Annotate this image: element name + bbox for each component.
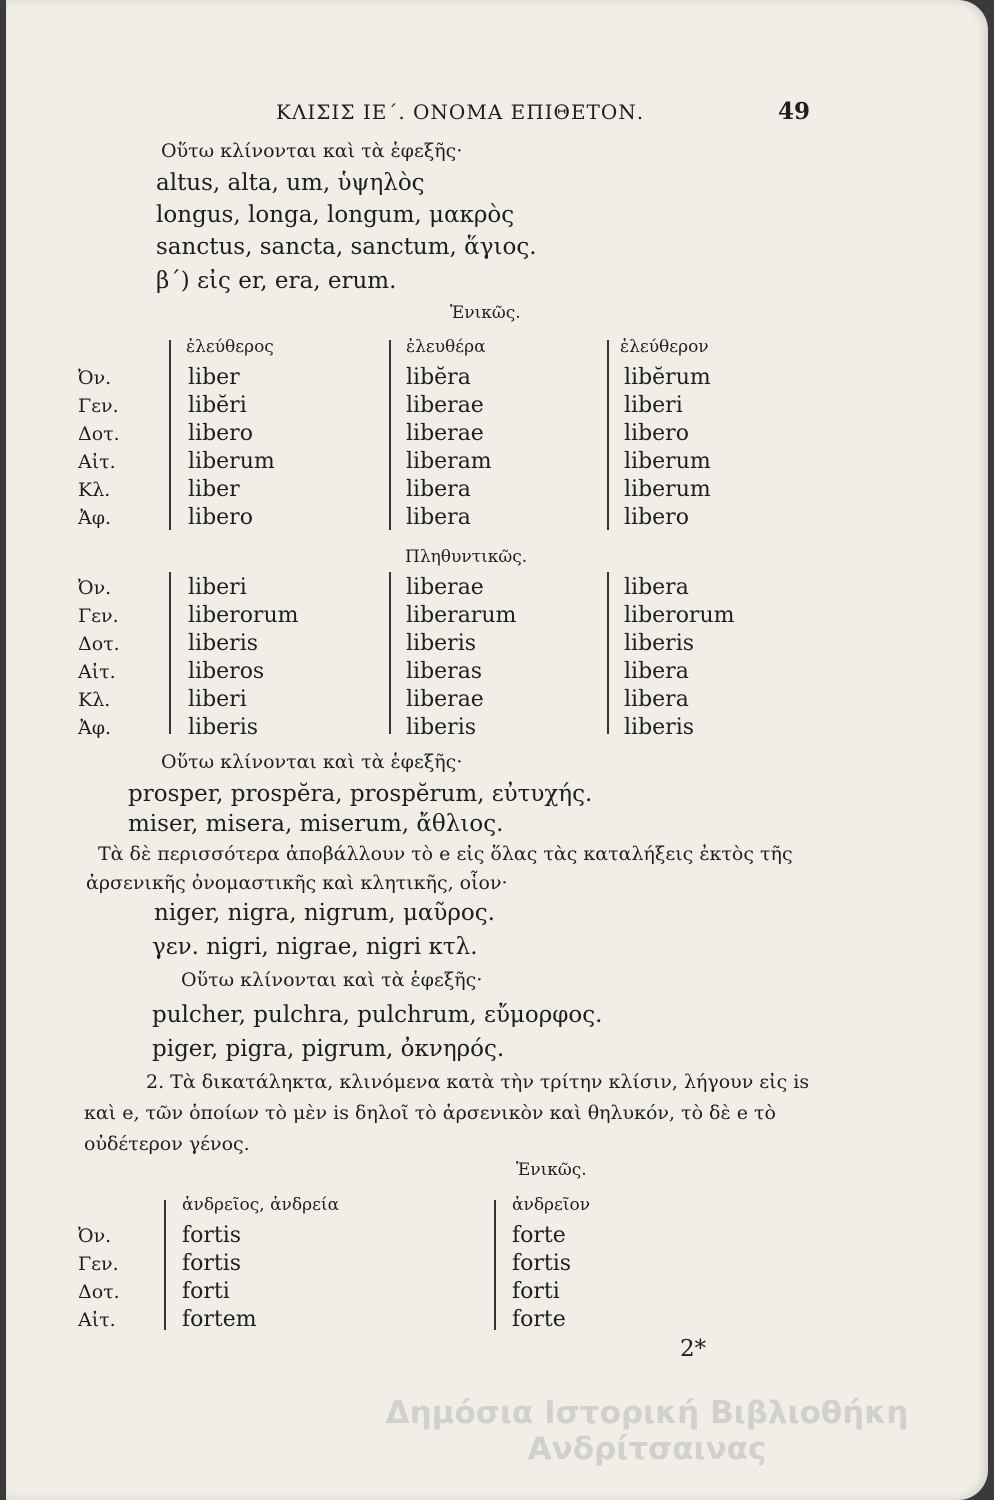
case-label: Γεν.: [78, 395, 119, 417]
case-label: Δοτ.: [78, 1281, 120, 1303]
case-label: Ὀν.: [78, 577, 112, 599]
sing-neut-cell: libero: [624, 505, 689, 530]
plur-masc-cell: liberos: [188, 659, 265, 684]
plural-label: Πληθυντικῶς.: [405, 547, 528, 567]
plural-divider-1: [169, 572, 171, 734]
plur-neut-cell: liberorum: [624, 603, 735, 628]
sing-neut-cell: liberum: [624, 449, 711, 474]
sing-neut-cell: liberum: [624, 477, 711, 502]
plural-divider-2: [389, 572, 391, 734]
para1-line-4: γεν. nigri, nigrae, nigri κτλ.: [152, 934, 478, 960]
table2-head-mf: ἀνδρεῖος, ἀνδρεία: [182, 1195, 340, 1215]
intro-line-5: β΄) εἰς er, era, erum.: [156, 268, 397, 294]
after1-line-2: prosper, prospĕra, prospĕrum, εὐτυχής.: [128, 781, 593, 807]
table2-head-n: ἀνδρεῖον: [512, 1195, 591, 1215]
n-cell: forti: [512, 1279, 560, 1304]
mf-cell: forti: [182, 1279, 230, 1304]
page-number: 49: [778, 98, 811, 125]
para2-line-1: 2. Τὰ δικατάληκτα, κλινόμενα κατὰ τὴν τρίτην κλίσιν, λήγουν εἰς is: [146, 1071, 810, 1093]
plur-neut-cell: liberis: [624, 631, 695, 656]
sing-masc-cell: liber: [188, 477, 240, 502]
singular-label: Ἑνικῶς.: [450, 303, 521, 323]
table1-divider-2: [389, 340, 391, 530]
table1-divider-1: [169, 340, 171, 530]
table1-head-masc: ἐλεύθερος: [186, 337, 274, 357]
case-label: Ὀν.: [78, 367, 112, 389]
plur-fem-cell: liberas: [406, 659, 483, 684]
sing-fem-cell: libera: [406, 477, 471, 502]
sing-masc-cell: libĕri: [188, 393, 247, 418]
library-watermark: Δημόσια Ιστορική Βιβλιοθήκη Ανδρίτσαινας: [385, 1395, 909, 1467]
table1-head-neut: ἐλεύθερον: [620, 337, 709, 357]
intro-line-1: Οὕτω κλίνονται καὶ τὰ ἑφεξῆς·: [161, 140, 463, 162]
plur-neut-cell: libera: [624, 575, 689, 600]
plur-fem-cell: liberis: [406, 631, 477, 656]
plur-masc-cell: liberorum: [188, 603, 299, 628]
case-label: Δοτ.: [78, 633, 120, 655]
case-label: Αἰτ.: [78, 1309, 116, 1331]
singular-label-2: Ἑνικῶς.: [516, 1160, 587, 1180]
plur-neut-cell: libera: [624, 687, 689, 712]
para1-line-1: Τὰ δὲ περισσότερα ἀποβάλλουν τὸ e εἰς ὅλας τὰς καταλήξεις ἐκτὸς τῆς: [98, 843, 793, 865]
sing-fem-cell: libera: [406, 505, 471, 530]
case-label: Ἀφ.: [78, 717, 112, 739]
sing-masc-cell: liberum: [188, 449, 275, 474]
para1-line-7: piger, pigra, pigrum, ὀκνηρός.: [152, 1036, 505, 1062]
case-label: Γεν.: [78, 1253, 119, 1275]
sing-masc-cell: liber: [188, 365, 240, 390]
book-page: [6, 0, 988, 1500]
n-cell: forte: [512, 1223, 566, 1248]
sing-masc-cell: libero: [188, 421, 253, 446]
plur-masc-cell: liberi: [188, 575, 247, 600]
case-label: Κλ.: [78, 689, 111, 711]
sing-masc-cell: libero: [188, 505, 253, 530]
mf-cell: fortis: [182, 1223, 242, 1248]
plural-divider-3: [607, 572, 609, 734]
n-cell: fortis: [512, 1251, 572, 1276]
case-label: Ὀν.: [78, 1225, 112, 1247]
intro-line-2: altus, alta, um, ὑψηλὸς: [156, 170, 425, 196]
para1-line-2: ἀρσενικῆς ὀνομαστικῆς καὶ κλητικῆς, οἷον·: [86, 872, 508, 894]
plur-fem-cell: liberae: [406, 687, 484, 712]
table2-divider-1: [164, 1200, 166, 1330]
para2-line-2: καὶ e, τῶν ὁποίων τὸ μὲν is δηλοῖ τὸ ἀρσενικὸν καὶ θηλυκόν, τὸ δὲ e τὸ: [84, 1102, 776, 1124]
plur-fem-cell: liberarum: [406, 603, 517, 628]
para2-line-3: οὐδέτερον γένος.: [84, 1133, 250, 1155]
intro-line-3: longus, longa, longum, μακρὸς: [156, 202, 515, 228]
case-label: Αἰτ.: [78, 451, 116, 473]
para1-line-5: Οὕτω κλίνονται καὶ τὰ ἑφεξῆς·: [181, 969, 483, 991]
table1-head-fem: ἐλευθέρα: [406, 337, 486, 357]
sing-neut-cell: liberi: [624, 393, 683, 418]
after1-line-3: miser, misera, miserum, ἄθλιος.: [128, 811, 504, 837]
sing-neut-cell: libero: [624, 421, 689, 446]
case-label: Δοτ.: [78, 423, 120, 445]
plur-masc-cell: liberi: [188, 687, 247, 712]
sing-fem-cell: liberam: [406, 449, 492, 474]
plur-fem-cell: liberae: [406, 575, 484, 600]
plur-neut-cell: liberis: [624, 715, 695, 740]
plur-masc-cell: liberis: [188, 631, 259, 656]
case-label: Γεν.: [78, 605, 119, 627]
case-label: Κλ.: [78, 479, 111, 501]
case-label: Ἀφ.: [78, 507, 112, 529]
after1-line-1: Οὕτω κλίνονται καὶ τὰ ἑφεξῆς·: [161, 751, 463, 773]
para1-line-6: pulcher, pulchra, pulchrum, εὔμορφος.: [152, 1002, 603, 1028]
plur-fem-cell: liberis: [406, 715, 477, 740]
plur-neut-cell: libera: [624, 659, 689, 684]
plur-masc-cell: liberis: [188, 715, 259, 740]
sing-fem-cell: liberae: [406, 393, 484, 418]
running-header: ΚΛΙΣΙΣ ΙΕ΄. ΟΝΟΜΑ ΕΠΙΘΕΤΟΝ.: [276, 100, 645, 124]
mf-cell: fortis: [182, 1251, 242, 1276]
table2-divider-2: [494, 1200, 496, 1330]
intro-line-4: sanctus, sancta, sanctum, ἅγιος.: [156, 234, 537, 260]
signature-mark: 2*: [680, 1336, 707, 1362]
sing-fem-cell: liberae: [406, 421, 484, 446]
sing-fem-cell: libĕra: [406, 365, 471, 390]
n-cell: forte: [512, 1307, 566, 1332]
mf-cell: fortem: [182, 1307, 257, 1332]
sing-neut-cell: libĕrum: [624, 365, 711, 390]
para1-line-3: niger, nigra, nigrum, μαῦρος.: [154, 900, 495, 926]
case-label: Αἰτ.: [78, 661, 116, 683]
table1-divider-3: [607, 340, 609, 530]
